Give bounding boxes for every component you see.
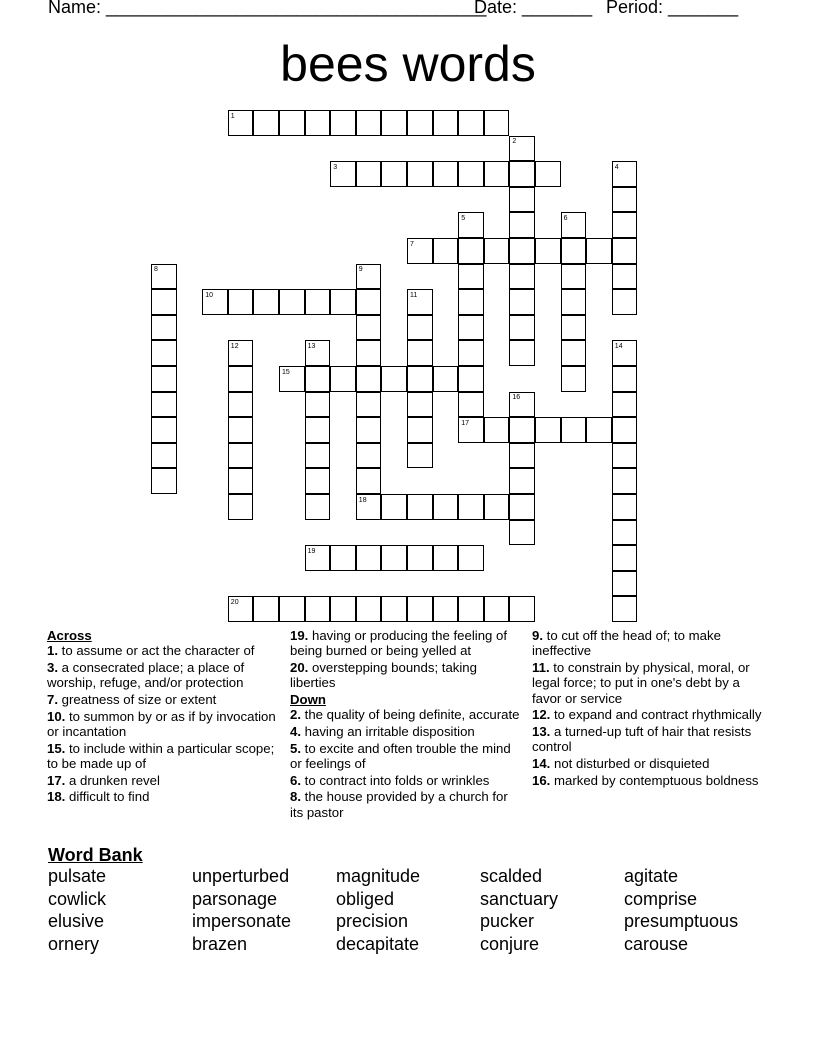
clue-number-label: 15.: [47, 740, 66, 756]
crossword-cell[interactable]: [305, 443, 331, 469]
down-clue-list-continued: [532, 628, 762, 788]
crossword-cell[interactable]: [509, 289, 535, 315]
clue-number-label: 4.: [290, 723, 301, 739]
clue-number-label: 17.: [47, 772, 66, 788]
crossword-cell[interactable]: [535, 161, 561, 187]
crossword-cell[interactable]: [228, 468, 254, 494]
crossword-cell[interactable]: [433, 110, 459, 136]
crossword-cell[interactable]: [433, 494, 459, 520]
crossword-cell[interactable]: [202, 289, 228, 315]
clue: [290, 724, 520, 739]
crossword-cell[interactable]: [407, 340, 433, 366]
word-bank-item: pucker: [480, 911, 535, 932]
clue-text: greatness of size or extent: [58, 691, 217, 707]
clue-number-label: 18.: [47, 789, 66, 805]
clue: [47, 789, 277, 804]
clue-number-label: 11.: [532, 659, 550, 675]
crossword-cell[interactable]: [458, 110, 484, 136]
crossword-cell[interactable]: [407, 417, 433, 443]
crossword-cell[interactable]: [356, 596, 382, 622]
crossword-cell[interactable]: [509, 212, 535, 238]
crossword-cell[interactable]: [484, 494, 510, 520]
clue-number-label: 19.: [290, 628, 309, 643]
clue-text: to assume or act the character of: [58, 643, 255, 659]
clue-text: the quality of being definite, accurate: [301, 707, 520, 723]
clue-text: difficult to find: [65, 789, 150, 805]
crossword-cell[interactable]: [458, 238, 484, 264]
word-bank-item: agitate: [624, 866, 679, 886]
crossword-cell[interactable]: [330, 161, 356, 187]
crossword-cell[interactable]: [612, 289, 638, 315]
crossword-cell[interactable]: [484, 110, 510, 136]
clue-number-label: 10.: [47, 708, 66, 724]
clue-number: 2: [512, 138, 517, 146]
clue-number: 18: [358, 496, 367, 504]
crossword-cell[interactable]: [330, 289, 356, 315]
crossword-cell[interactable]: [586, 238, 612, 264]
crossword-cell[interactable]: [612, 392, 638, 418]
crossword-cell[interactable]: [228, 417, 254, 443]
word-bank-item: pulsate: [48, 866, 107, 886]
clue-text: a consecrated place; a place of worship, refuge, and/or protection: [47, 659, 245, 691]
crossword-cell[interactable]: [381, 545, 407, 571]
crossword-cell[interactable]: [407, 161, 433, 187]
crossword-cell[interactable]: [279, 596, 305, 622]
crossword-cell[interactable]: [381, 366, 407, 392]
clue: [532, 724, 762, 755]
crossword-cell[interactable]: [484, 596, 510, 622]
clue-number: 15: [282, 368, 290, 376]
clue-text: to contract into folds or wrinkles: [301, 772, 490, 788]
crossword-cell[interactable]: [356, 468, 382, 494]
crossword-cell[interactable]: [151, 468, 177, 494]
clue-text: marked by contemptuous boldness: [550, 772, 759, 788]
crossword-cell[interactable]: [458, 545, 484, 571]
crossword-cell[interactable]: [612, 468, 638, 494]
word-bank-item: carouse: [624, 933, 689, 954]
crossword-cell[interactable]: [151, 264, 177, 290]
crossword-cell[interactable]: [586, 417, 612, 443]
crossword-cell[interactable]: [509, 315, 535, 341]
clue: [290, 789, 520, 820]
clue: [290, 741, 520, 772]
clue: [532, 660, 762, 706]
word-bank-item: magnitude: [336, 866, 421, 886]
clue-number-label: 3.: [47, 659, 58, 675]
crossword-cell[interactable]: [305, 340, 331, 366]
clue-number-label: 2.: [290, 707, 301, 723]
clue: [532, 707, 762, 722]
clue-number-label: 20.: [290, 659, 309, 675]
crossword-cell[interactable]: [356, 417, 382, 443]
clue-text: not disturbed or disquieted: [550, 755, 710, 771]
crossword-cell[interactable]: [228, 110, 254, 136]
clue-number: 19: [307, 547, 316, 555]
clue-number: 14: [614, 342, 623, 350]
clues-column-3: [532, 628, 762, 789]
crossword-cell[interactable]: [433, 545, 459, 571]
crossword-cell[interactable]: [151, 315, 177, 341]
clue-text: to include within a particular scope; to be made up of: [47, 740, 275, 771]
clue-number: 9: [358, 266, 363, 274]
clue: [290, 628, 520, 659]
crossword-cell[interactable]: [305, 392, 331, 418]
crossword-cell[interactable]: [509, 468, 535, 494]
crossword-cell[interactable]: [433, 238, 459, 264]
crossword-cell[interactable]: [381, 494, 407, 520]
clue-text: overstepping bounds; taking liberties: [290, 659, 477, 691]
crossword-cell[interactable]: [458, 494, 484, 520]
crossword-cell[interactable]: [509, 596, 535, 622]
clue: [290, 773, 520, 788]
clue: [532, 756, 762, 771]
crossword-cell[interactable]: [612, 520, 638, 546]
across-heading: Across: [47, 628, 92, 643]
crossword-cell[interactable]: [484, 417, 510, 443]
word-bank-item: comprise: [624, 888, 698, 909]
across-clue-list-continued: [290, 628, 520, 691]
crossword-cell[interactable]: [561, 212, 587, 238]
crossword-cell[interactable]: [509, 340, 535, 366]
clue-number: 7: [410, 240, 414, 248]
crossword-cell[interactable]: [612, 417, 638, 443]
crossword-cell[interactable]: [561, 315, 587, 341]
crossword-cell[interactable]: [458, 392, 484, 418]
word-bank-item: impersonate: [192, 911, 292, 932]
word-bank-item: ornery: [48, 933, 100, 954]
word-bank-item: scalded: [480, 866, 543, 886]
crossword-cell[interactable]: [458, 289, 484, 315]
clue: [47, 692, 277, 707]
clue-number: 12: [230, 342, 239, 350]
crossword-cell[interactable]: [356, 340, 382, 366]
clue-number: 20: [230, 598, 239, 606]
clue-number-label: 8.: [290, 789, 301, 805]
clues-column-1: [47, 628, 277, 806]
word-bank-item: conjure: [480, 933, 540, 954]
word-bank-item: brazen: [192, 933, 248, 954]
clue-number-label: 9.: [532, 628, 543, 643]
crossword-cell[interactable]: [561, 238, 587, 264]
clue-number-label: 12.: [532, 707, 551, 723]
crossword-cell[interactable]: [407, 443, 433, 469]
date-field-label: Date: _______: [474, 0, 593, 17]
crossword-cell[interactable]: [458, 596, 484, 622]
clue-number-label: 1.: [47, 643, 58, 659]
word-bank-item: sanctuary: [480, 888, 559, 909]
period-field-label: Period: _______: [606, 0, 739, 17]
crossword-cell[interactable]: [509, 238, 535, 264]
crossword-cell[interactable]: [356, 392, 382, 418]
crossword-cell[interactable]: [330, 596, 356, 622]
crossword-cell[interactable]: [407, 392, 433, 418]
crossword-cell[interactable]: [458, 366, 484, 392]
clue-text: a drunken revel: [65, 772, 160, 788]
crossword-cell[interactable]: [253, 289, 279, 315]
crossword-cell[interactable]: [612, 596, 638, 622]
clue-number: 17: [461, 419, 469, 427]
crossword-cell[interactable]: [407, 110, 433, 136]
crossword-cell[interactable]: [612, 443, 638, 469]
clue-number-label: 6.: [290, 772, 301, 788]
crossword-cell[interactable]: [509, 443, 535, 469]
crossword-cell[interactable]: [484, 161, 510, 187]
crossword-cell[interactable]: [330, 110, 356, 136]
crossword-cell[interactable]: [612, 340, 638, 366]
crossword-cell[interactable]: [458, 212, 484, 238]
crossword-cell[interactable]: [356, 264, 382, 290]
crossword-cell[interactable]: [381, 596, 407, 622]
crossword-cell[interactable]: [305, 110, 331, 136]
down-heading: Down: [290, 691, 326, 707]
crossword-cell[interactable]: [305, 468, 331, 494]
word-bank-item: presumptuous: [624, 911, 739, 932]
crossword-cell[interactable]: [458, 315, 484, 341]
clue-number-label: 14.: [532, 755, 551, 771]
crossword-cell[interactable]: [356, 161, 382, 187]
clue-number-label: 13.: [532, 723, 551, 739]
crossword-cell[interactable]: [561, 417, 587, 443]
crossword-cell[interactable]: [305, 417, 331, 443]
crossword-cell[interactable]: [407, 238, 433, 264]
crossword-cell[interactable]: [305, 545, 331, 571]
clue-text: to cut off the head of; to make ineffective: [532, 628, 721, 659]
clue-number: 4: [614, 163, 619, 171]
crossword-cell[interactable]: [458, 417, 484, 443]
clue-text: a turned-up tuft of hair that resists control: [532, 723, 752, 755]
crossword-cell[interactable]: [407, 494, 433, 520]
crossword-cell[interactable]: [330, 366, 356, 392]
crossword-cell[interactable]: [228, 494, 254, 520]
crossword-cell[interactable]: [305, 289, 331, 315]
word-bank: [48, 866, 788, 956]
clue-number: 16: [512, 394, 521, 402]
crossword-cell[interactable]: [305, 366, 331, 392]
crossword-cell[interactable]: [228, 289, 254, 315]
crossword-cell[interactable]: [279, 366, 305, 392]
crossword-cell[interactable]: [407, 596, 433, 622]
crossword-cell[interactable]: [458, 340, 484, 366]
clue-number: 3: [333, 163, 338, 171]
clue: [47, 773, 277, 788]
clue-number: 10: [205, 291, 213, 299]
crossword-cell[interactable]: [279, 110, 305, 136]
clue-text: the house provided by a church for its pastor: [290, 789, 508, 820]
crossword-cell[interactable]: [509, 520, 535, 546]
crossword-cell[interactable]: [151, 366, 177, 392]
crossword-cell[interactable]: [433, 366, 459, 392]
word-bank-item: cowlick: [48, 888, 107, 909]
crossword-cell[interactable]: [151, 417, 177, 443]
clue-text: having or producing the feeling of being burned or being yelled at: [290, 628, 508, 659]
crossword-cell[interactable]: [330, 545, 356, 571]
crossword-cell[interactable]: [407, 315, 433, 341]
word-bank-item: elusive: [48, 911, 105, 932]
clue-number-label: 16.: [532, 772, 551, 788]
clue: [47, 741, 277, 772]
crossword-cell[interactable]: [561, 289, 587, 315]
clue-text: to constrain by physical, moral, or legal force; to put in one's debt by a favor or service: [532, 659, 750, 706]
crossword-cell[interactable]: [253, 110, 279, 136]
crossword-cell[interactable]: [535, 238, 561, 264]
crossword-cell[interactable]: [356, 289, 382, 315]
clue-number: 8: [154, 266, 158, 274]
crossword-cell[interactable]: [228, 340, 254, 366]
crossword-cell[interactable]: [484, 238, 510, 264]
clue-text: to summon by or as if by invocation or incantation: [47, 708, 276, 739]
clue: [47, 660, 277, 691]
crossword-cell[interactable]: [279, 289, 305, 315]
across-clue-list: [47, 643, 277, 804]
clue: [47, 709, 277, 740]
down-clue-list: [290, 707, 520, 820]
clue-text: to expand and contract rhythmically: [550, 707, 762, 723]
clue: [290, 707, 520, 722]
crossword-cell[interactable]: [356, 443, 382, 469]
crossword-cell[interactable]: [509, 417, 535, 443]
clue-number: 6: [563, 214, 568, 222]
crossword-cell[interactable]: [407, 366, 433, 392]
word-bank-item: precision: [336, 911, 409, 932]
clue-number: 13: [307, 342, 316, 350]
word-bank-title: Word Bank: [48, 845, 143, 865]
crossword-cell[interactable]: [228, 596, 254, 622]
crossword-cell[interactable]: [228, 366, 254, 392]
crossword-cell[interactable]: [509, 136, 535, 162]
word-bank-item: decapitate: [336, 933, 420, 954]
crossword-cell[interactable]: [433, 596, 459, 622]
crossword-cell[interactable]: [612, 161, 638, 187]
crossword-cell[interactable]: [612, 212, 638, 238]
clue-number: 11: [410, 291, 418, 299]
crossword-cell[interactable]: [561, 366, 587, 392]
clue-number-label: 7.: [47, 691, 58, 707]
crossword-cell[interactable]: [356, 366, 382, 392]
crossword-cell[interactable]: [535, 417, 561, 443]
crossword-cell[interactable]: [151, 392, 177, 418]
puzzle-title: bees words: [280, 36, 536, 92]
word-bank-item: parsonage: [192, 888, 278, 909]
crossword-cell[interactable]: [228, 392, 254, 418]
crossword-cell[interactable]: [151, 340, 177, 366]
crossword-cell[interactable]: [509, 161, 535, 187]
crossword-cell[interactable]: [612, 187, 638, 213]
word-bank-item: obliged: [336, 888, 395, 909]
clue: [47, 643, 277, 658]
word-bank-item: unperturbed: [192, 866, 290, 886]
clue-number-label: 5.: [290, 740, 301, 756]
crossword-cell[interactable]: [253, 596, 279, 622]
crossword-cell[interactable]: [612, 238, 638, 264]
crossword-cell[interactable]: [228, 443, 254, 469]
crossword-cell[interactable]: [407, 289, 433, 315]
crossword-cell[interactable]: [561, 340, 587, 366]
crossword-cell[interactable]: [458, 161, 484, 187]
crossword-cell[interactable]: [407, 545, 433, 571]
clue-number: 5: [461, 214, 466, 222]
crossword-cell[interactable]: [509, 187, 535, 213]
crossword-cell[interactable]: [356, 110, 382, 136]
clue-text: having an irritable disposition: [301, 723, 475, 739]
crossword-cell[interactable]: [433, 161, 459, 187]
crossword-cell[interactable]: [612, 494, 638, 520]
crossword-cell[interactable]: [458, 264, 484, 290]
crossword-cell[interactable]: [509, 392, 535, 418]
crossword-cell[interactable]: [356, 494, 382, 520]
crossword-cell[interactable]: [381, 161, 407, 187]
crossword-cell[interactable]: [509, 494, 535, 520]
crossword-cell[interactable]: [151, 443, 177, 469]
crossword-cell[interactable]: [561, 264, 587, 290]
crossword-cell[interactable]: [612, 366, 638, 392]
clue: [290, 660, 520, 691]
clue-number: 1: [230, 112, 235, 120]
crossword-cell[interactable]: [356, 545, 382, 571]
crossword-cell[interactable]: [151, 289, 177, 315]
crossword-cell[interactable]: [305, 596, 331, 622]
name-field-label: Name: ______________________________________: [48, 0, 487, 17]
crossword-cell[interactable]: [381, 110, 407, 136]
clue: [532, 628, 762, 659]
clues-column-2: [290, 628, 520, 821]
crossword-cell[interactable]: [356, 315, 382, 341]
crossword-cell[interactable]: [612, 571, 638, 597]
crossword-cell[interactable]: [612, 545, 638, 571]
crossword-cell[interactable]: [305, 494, 331, 520]
clue: [532, 773, 762, 788]
crossword-cell[interactable]: [612, 264, 638, 290]
clue-text: to excite and often trouble the mind or feelings of: [290, 740, 511, 771]
crossword-cell[interactable]: [509, 264, 535, 290]
